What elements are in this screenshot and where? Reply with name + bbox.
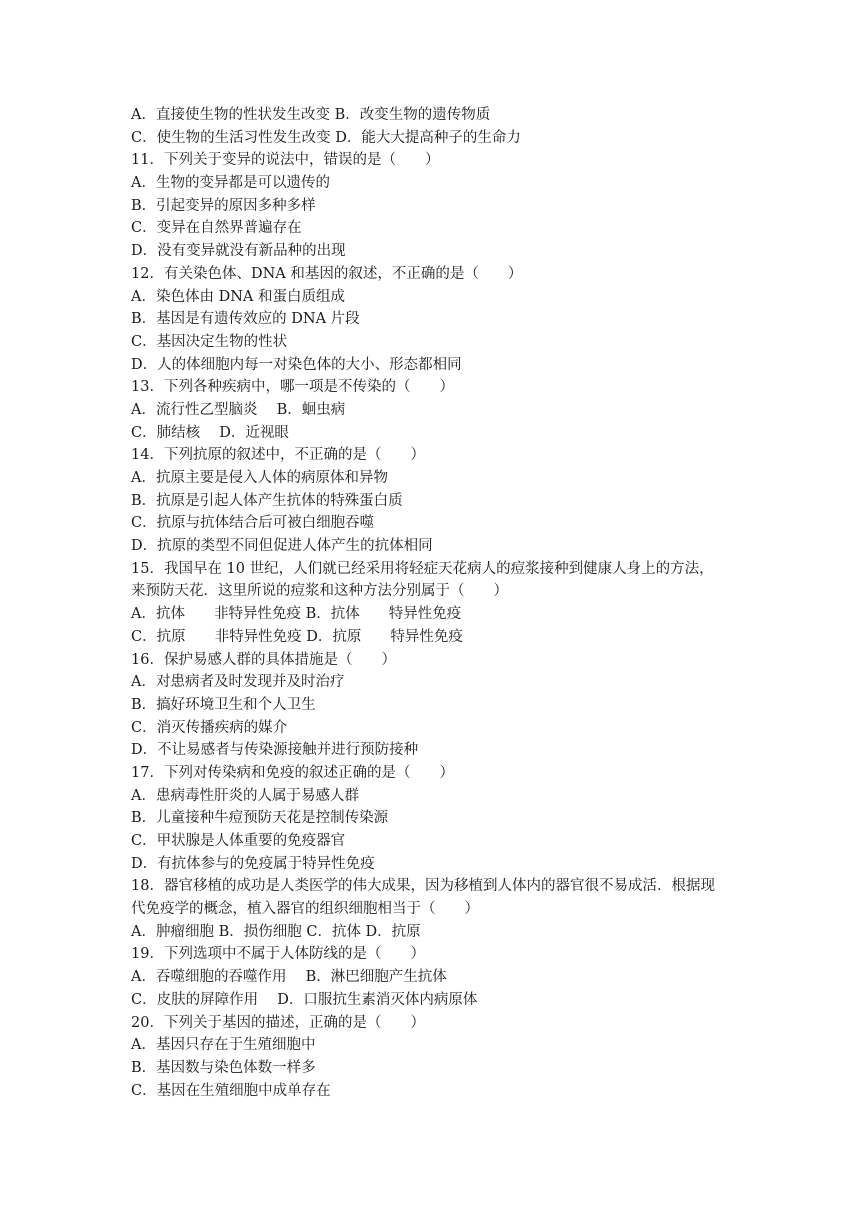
text-line: C．抗原与抗体结合后可被白细胞吞噬: [131, 515, 375, 532]
text-line: D．人的体细胞内每一对染色体的大小、形态都相同: [131, 356, 462, 373]
text-line: A．直接使生物的性状发生改变 B．改变生物的遗传物质: [131, 107, 491, 123]
text-line: C．甲状腺是人体重要的免疫器官: [131, 833, 346, 849]
text-line: C．肺结核 D．近视眼: [131, 424, 289, 441]
text-line: 18．器官移植的成功是人类医学的伟大成果，因为移植到人体内的器官很不易成活．根据现: [131, 878, 715, 895]
text-line: 14．下列抗原的叙述中，不正确的是（ ）: [131, 447, 425, 464]
text-line: C．消灭传播疾病的媒介: [131, 719, 288, 736]
text-line: A．抗原主要是侵入人体的病原体和异物: [131, 470, 388, 486]
text-line: 20．下列关于基因的描述，正确的是（ ）: [131, 1014, 425, 1031]
text-line: 12．有关染色体、DNA 和基因的叙述，不正确的是（ ）: [131, 265, 523, 282]
text-line: D．没有变异就没有新品种的出现: [131, 243, 346, 260]
text-line: B．引起变异的原因多种多样: [131, 197, 316, 214]
text-line: 13．下列各种疾病中，哪一项是不传染的（ ）: [131, 379, 454, 396]
text-line: 17．下列对传染病和免疫的叙述正确的是（ ）: [131, 764, 454, 781]
text-line: 代免疫学的概念，植入器官的组织细胞相当于（ ）: [131, 901, 479, 918]
text-line: C．基因决定生物的性状: [131, 333, 288, 350]
question-text: [131, 104, 731, 1102]
text-line: A．患病毒性肝炎的人属于易感人群: [131, 787, 359, 804]
text-line: A．流行性乙型脑炎 B．蛔虫病: [131, 401, 346, 418]
text-line: A．染色体由 DNA 和蛋白质组成: [131, 288, 345, 305]
text-line: 11．下列关于变异的说法中，错误的是（ ）: [131, 152, 440, 169]
text-line: B．搞好环境卫生和个人卫生: [131, 696, 316, 713]
text-line: A．肿瘤细胞 B．损伤细胞 C．抗体 D．抗原: [131, 923, 421, 940]
text-line: C．基因在生殖细胞中成单存在: [131, 1082, 331, 1099]
text-line: 15．我国早在 10 世纪，人们就已经采用将轻症天花病人的痘浆接种到健康人身上的方法，: [131, 560, 714, 577]
text-line: 来预防天花．这里所说的痘浆和这种方法分别属于（ ）: [131, 583, 508, 600]
text-line: D．有抗体参与的免疫属于特异性免疫: [131, 855, 375, 872]
text-line: C．使生物的生活习性发生改变 D．能大大提高种子的生命力: [131, 129, 521, 146]
text-line: B．抗原是引起人体产生抗体的特殊蛋白质: [131, 492, 403, 509]
text-line: C．皮肤的屏障作用 D．口服抗生素消灭体内病原体: [131, 991, 478, 1008]
text-line: A．抗体 非特异性免疫 B．抗体 特异性免疫: [131, 606, 462, 623]
text-line: A．吞噬细胞的吞噬作用 B．淋巴细胞产生抗体: [131, 969, 447, 986]
text-line: D．不让易感者与传染源接触并进行预防接种: [131, 742, 419, 759]
text-line: C．抗原 非特异性免疫 D．抗原 特异性免疫: [131, 628, 463, 645]
text-line: A．生物的变异都是可以遗传的: [131, 175, 330, 192]
text-line: 16．保护易感人群的具体措施是（ ）: [131, 651, 396, 668]
text-line: B．儿童接种牛痘预防天花是控制传染源: [131, 810, 389, 827]
text-line: 19．下列选项中不属于人体防线的是（ ）: [131, 946, 425, 963]
text-line: B．基因是有遗传效应的 DNA 片段: [131, 311, 360, 328]
text-line: B．基因数与染色体数一样多: [131, 1059, 316, 1076]
text-line: D．抗原的类型不同但促进人体产生的抗体相同: [131, 538, 433, 555]
text-line: A．基因只存在于生殖细胞中: [131, 1037, 316, 1054]
text-line: C．变异在自然界普遍存在: [131, 220, 302, 237]
text-line: A．对患病者及时发现并及时治疗: [131, 674, 345, 691]
